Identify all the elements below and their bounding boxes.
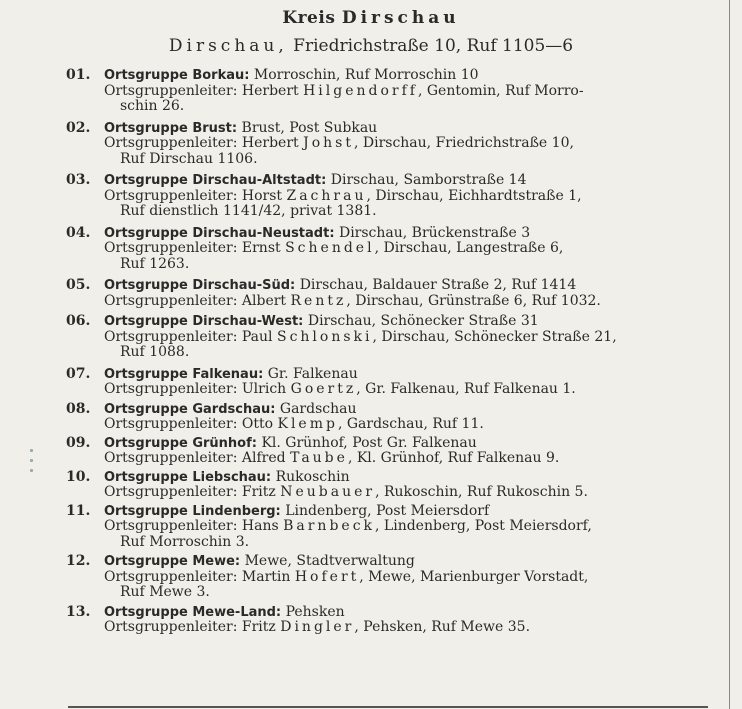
leader-surname: Johst (303, 135, 354, 151)
entry-number: 05. (66, 277, 91, 293)
leader-continuation: Ruf Mewe 3. (120, 584, 210, 600)
document-title (0, 8, 742, 28)
entry-number: 07. (66, 365, 91, 382)
leader-rest: , Dirschau, Eichhardtstraße 1, (366, 187, 582, 204)
leader-rest: , Dirschau, Schönecker Straße 21, (372, 328, 617, 345)
group-name: Ortsgruppe Gardschau: (104, 401, 276, 417)
entry-number: 09. (66, 434, 91, 451)
entry-number: 03. (66, 172, 91, 188)
leader-continuation: Ruf 1263. (120, 255, 190, 272)
entry-number: 06. (66, 313, 91, 329)
leader-continuation: Ruf Morroschin 3. (120, 533, 250, 550)
group-place: Dirschau, Brückenstraße 3 (338, 224, 531, 241)
list-item (68, 402, 708, 433)
leader-rest: , Lindenberg, Post Meiersdorf, (375, 518, 592, 534)
list-item (68, 470, 708, 501)
leader-prefix: Ortsgruppenleiter: Martin (104, 568, 291, 585)
group-name: Ortsgruppe Mewe-Land: (104, 604, 282, 620)
leader-prefix: Ortsgruppenleiter: Otto (104, 416, 274, 432)
list-item (68, 226, 708, 273)
entry-number: 11. (66, 502, 91, 519)
group-place: Brust, Post Subkau (241, 119, 378, 136)
leader-line (68, 620, 708, 636)
leader-surname: Barnbeck (283, 518, 376, 534)
leader-prefix: Ortsgruppenleiter: Fritz (104, 484, 276, 500)
leader-line (68, 189, 708, 205)
list-item (68, 367, 708, 398)
group-name: Ortsgruppe Falkenau: (104, 366, 264, 382)
leader-rest: , Dirschau, Grünstraße 6, Ruf 1032. (346, 292, 601, 309)
list-item (68, 314, 708, 361)
leader-surname: Goertz (290, 381, 357, 397)
leader-line (68, 519, 708, 535)
leader-prefix: Ortsgruppenleiter: Albert (104, 292, 287, 309)
list-item (68, 554, 708, 601)
entry-number: 02. (66, 119, 91, 136)
leader-line (68, 330, 708, 346)
subtitle-rest: Friedrichstraße 10, Ruf 1105—6 (293, 36, 574, 56)
entry-heading (68, 226, 708, 242)
document-subtitle (0, 36, 742, 56)
entry-heading (68, 436, 708, 452)
group-place: Dirschau, Schönecker Straße 31 (307, 313, 539, 329)
entry-list (68, 68, 708, 636)
group-name: Ortsgruppe Lindenberg: (104, 503, 281, 519)
group-name: Ortsgruppe Dirschau-Süd: (104, 278, 296, 293)
leader-continuation: Ruf 1088. (120, 344, 190, 360)
leader-line (68, 136, 708, 152)
title-name: Dirschau (341, 8, 460, 28)
leader-continuation: schin 26. (120, 98, 185, 114)
group-name: Ortsgruppe Brust: (104, 120, 238, 136)
leader-rest: , Dirschau, Langestraße 6, (374, 240, 564, 256)
leader-surname: Taube (290, 450, 348, 466)
leader-surname: Schendel (285, 240, 375, 256)
list-item (68, 605, 708, 636)
entry-number: 04. (66, 224, 91, 241)
leader-rest: , Gardschau, Ruf 11. (337, 416, 484, 432)
leader-prefix: Ortsgruppenleiter: Herbert (104, 82, 299, 99)
leader-line (68, 84, 708, 100)
entry-number: 12. (66, 553, 91, 569)
leader-rest: , Kl. Grünhof, Ruf Falkenau 9. (347, 450, 560, 466)
leader-continuation: Ruf Dirschau 1106. (120, 150, 258, 167)
group-name: Ortsgruppe Grünhof: (104, 435, 257, 451)
group-place: Rukoschin (275, 468, 350, 485)
leader-prefix: Ortsgruppenleiter: Paul (104, 328, 273, 345)
leader-rest: , Rukoschin, Ruf Rukoschin 5. (375, 484, 588, 500)
list-item (68, 278, 708, 309)
entry-heading (68, 367, 708, 383)
leader-rest: , Dirschau, Friedrichstraße 10, (353, 135, 574, 151)
group-place: Gardschau (279, 400, 357, 417)
list-item (68, 121, 708, 168)
title-prefix: Kreis (282, 8, 336, 28)
leader-line (68, 294, 708, 310)
group-name: Ortsgruppe Dirschau-Neustadt: (104, 225, 335, 241)
entry-heading (68, 504, 708, 520)
leader-rest: , Gentomin, Ruf Morro- (417, 82, 584, 99)
leader-line (68, 417, 708, 433)
margin-marks (30, 449, 34, 479)
group-place: Pehsken (285, 603, 345, 620)
leader-surname: Hilgendorff (303, 82, 418, 99)
leader-rest: , Gr. Falkenau, Ruf Falkenau 1. (356, 381, 576, 397)
leader-prefix: Ortsgruppenleiter: Ernst (104, 240, 281, 256)
group-place: Lindenberg, Post Meiersdorf (285, 502, 490, 519)
group-name: Ortsgruppe Mewe: (104, 554, 241, 569)
list-item (68, 68, 708, 115)
group-place: Dirschau, Baldauer Straße 2, Ruf 1414 (299, 277, 577, 293)
leader-prefix: Ortsgruppenleiter: Hans (104, 518, 279, 534)
leader-line (68, 570, 708, 586)
leader-line (68, 485, 708, 501)
group-place: Dirschau, Samborstraße 14 (330, 172, 527, 188)
group-place: Gr. Falkenau (267, 365, 358, 382)
leader-surname: Neubauer (280, 484, 376, 500)
leader-line (68, 382, 708, 398)
leader-surname: Klemp (277, 416, 338, 432)
entry-number: 10. (66, 468, 91, 485)
list-item (68, 436, 708, 467)
entry-heading (68, 402, 708, 418)
bottom-rule (68, 706, 708, 708)
group-place: Kl. Grünhof, Post Gr. Falkenau (261, 434, 477, 451)
entry-heading (68, 314, 708, 330)
group-place: Morroschin, Ruf Morroschin 10 (253, 67, 479, 83)
leader-prefix: Ortsgruppenleiter: Horst (104, 187, 283, 204)
entry-number: 13. (66, 603, 91, 620)
entry-heading (68, 554, 708, 570)
list-item (68, 173, 708, 220)
leader-prefix: Ortsgruppenleiter: Herbert (104, 135, 299, 151)
group-name: Ortsgruppe Borkau: (104, 68, 250, 83)
group-place: Mewe, Stadtverwaltung (244, 553, 415, 569)
entry-number: 01. (66, 67, 91, 83)
entry-heading (68, 68, 708, 84)
leader-line (68, 241, 708, 257)
entry-heading (68, 278, 708, 294)
leader-surname: Zachrau (286, 187, 367, 204)
group-name: Ortsgruppe Dirschau-Altstadt: (104, 173, 327, 188)
leader-prefix: Ortsgruppenleiter: Fritz (104, 619, 276, 635)
entry-heading (68, 121, 708, 137)
group-name: Ortsgruppe Dirschau-West: (104, 314, 304, 329)
leader-prefix: Ortsgruppenleiter: Alfred (104, 450, 286, 466)
entry-heading (68, 173, 708, 189)
leader-surname: Schlonski (276, 328, 373, 345)
entry-heading (68, 605, 708, 621)
leader-prefix: Ortsgruppenleiter: Ulrich (104, 381, 287, 397)
leader-line (68, 451, 708, 467)
leader-surname: Hofert (294, 568, 360, 585)
entry-heading (68, 470, 708, 486)
group-name: Ortsgruppe Liebschau: (104, 469, 272, 485)
subtitle-name: Dirschau, (168, 36, 288, 56)
entry-number: 08. (66, 400, 91, 417)
leader-rest: , Mewe, Marienburger Vorstadt, (359, 568, 589, 585)
right-margin-line (729, 0, 730, 709)
leader-rest: , Pehsken, Ruf Mewe 35. (354, 619, 531, 635)
leader-surname: Dingler (280, 619, 355, 635)
leader-surname: Rentz (290, 292, 347, 309)
leader-continuation: Ruf dienstlich 1141/42, privat 1381. (120, 203, 377, 219)
list-item (68, 504, 708, 551)
